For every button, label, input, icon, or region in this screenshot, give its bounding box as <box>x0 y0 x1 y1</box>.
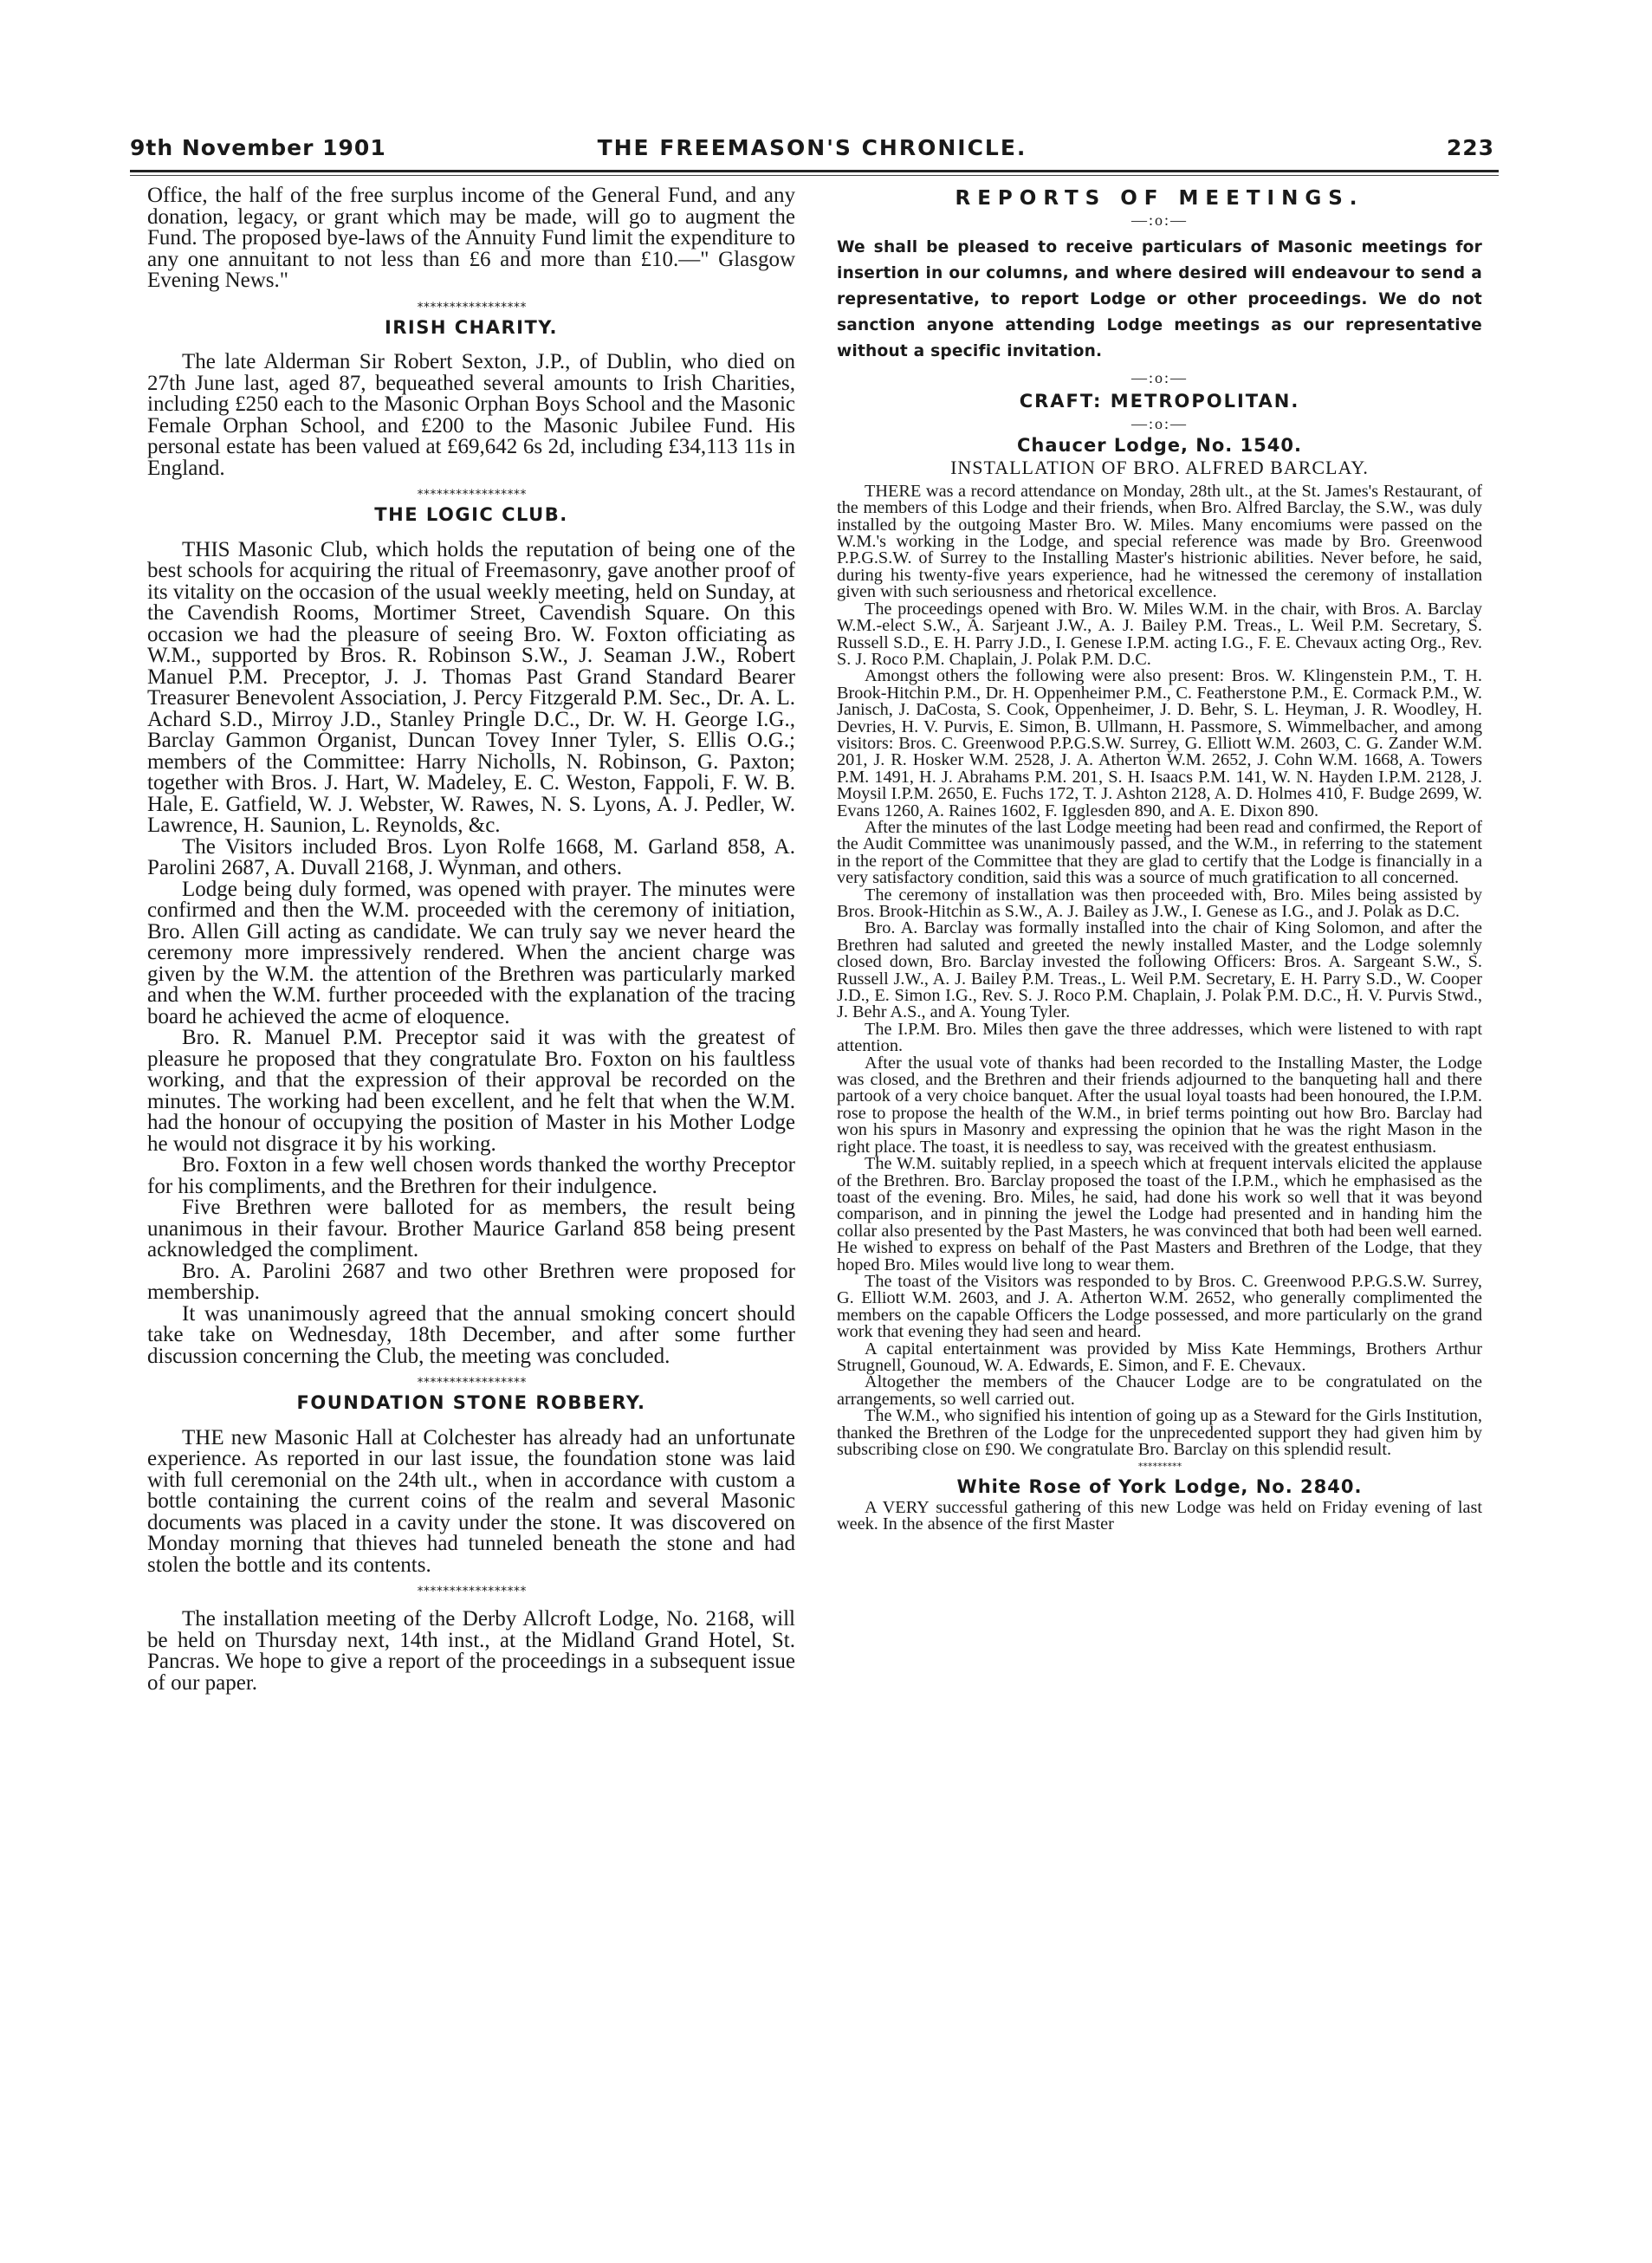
continued-paragraph: Office, the half of the free surplus income of the General Fund, and any donation, legacy, or grant which may be made, will go to augment the Fund. The proposed bye-laws of the Annuity Fund limit the expenditure to any one annuitant to not less than £6 and more than £10.—" Glasgow Evening News." <box>147 185 795 292</box>
chaucer-paragraph: The toast of the Visitors was responded to by Bros. C. Greenwood P.P.G.S.W. Surrey, G. Elliott W.M. 2603, and J. A. Atherton W.M. 2652, who generally complimented the members on the capable Officers the Lodge possessed, and more particularly on the grand work that evening they had seen and heard. <box>837 1271 1482 1342</box>
logic-club-paragraph: Five Brethren were balloted for as members, the result being unanimous in their favour. Brother Maurice Garland 858 being present acknowledged the compliment. <box>147 1196 795 1261</box>
header-rule-thin <box>130 175 1499 176</box>
chaucer-paragraph: The ceremony of installation was then proceeded with, Bro. Miles being assisted by Bros. Brook-Hitchin as S.W., A. J. Bailey as J.W., I. Genese as I.G., and J. Polak as D.C. <box>837 885 1482 921</box>
logic-club-paragraph: Bro. A. Parolini 2687 and two other Brethren were proposed for membership. <box>147 1259 795 1304</box>
section-separator: ***************** <box>416 300 527 314</box>
logic-club-paragraph: Lodge being duly formed, was opened with prayer. The minutes were confirmed and then the W.M. proceeded with the ceremony of initiation, Bro. Allen Gill acting as candidate. We can truly say we never heard the ceremony more impressively rendered. When the ancient charge was given by the W.M. the attention of the Brethren was particularly marked and when the W.M. further proceeded with the explanation of the tracing board he achieved the acme of eloquence. <box>147 877 795 1028</box>
logic-club-paragraph: Bro. R. Manuel P.M. Preceptor said it was with the greatest of pleasure he proposed that they congratulate Bro. Foxton on his faultless working, and that the expression of their approval be recorded on the minutes. The working had been excellent, and he felt that when the W.M. had the honour of occupying the position of Master in his Mother Lodge he would not disgrace it by his working. <box>147 1026 795 1156</box>
section-separator: ***************** <box>416 488 527 502</box>
divider-ornament: —:o:— <box>1130 414 1188 432</box>
lead-word: A VERY <box>865 1497 930 1517</box>
logic-club-paragraph: THIS Masonic Club, which holds the reputation of being one of the best schools for acquiring the ritual of Freemasonry, gave another proof of its vitality on the occasion of the usual weekly meeting, held on Sunday, at the Cavendish Rooms, Mortimer Street, Cavendish Square. On this occasion we had the pleasure of seeing Bro. W. Foxton officiating as W.M., supported by Bros. R. Robinson S.W., J. Seaman J.W., Robert Manuel P.M. Preceptor, J. J. Thomas Past Grand Standard Bearer Treasurer Benevolent Association, J. Percy Fitzgerald P.M. Sec., Dr. A. L. Achard S.D., Mirroy J.D., Stanley Pringle D.C., Dr. W. H. George I.G., Barclay Gammon Organist, Duncan Tovey Inner Tyler, S. Ellis O.G.; members of the Committee: Harry Nicholls, N. Robinson, G. Paxton; together with Bros. J. Hart, W. Madeley, E. C. Weston, Fappoli, F. W. B. Hale, E. Gatfield, W. J. Webster, W. Rawes, N. S. Lyons, A. J. Pedler, W. Lawrence, H. Saunion, L. Reynolds, &c. <box>147 537 795 837</box>
chaucer-paragraph: The I.P.M. Bro. Miles then gave the three addresses, which were listened to with rapt attention. <box>837 1019 1482 1056</box>
page-number: 223 <box>1446 135 1494 160</box>
chaucer-paragraph: The W.M. suitably replied, in a speech which at frequent intervals elicited the applause of the Brethren. Bro. Barclay proposed the toast of the I.P.M., which he emphasised as the toast of the evening. Bro. Miles, he said, had done his work so well that it was beyond comparison, and in pinning the jewel the Lodge had presented and in handing him the collar also presented by the Past Masters, he was convinced that both had been well earned. He wished to express on behalf of the Past Masters and Brethren of the Lodge, that they hoped Bro. Miles would live long to wear them. <box>837 1154 1482 1274</box>
paragraph-text: was a record attendance on Monday, 28th ult., at the St. James's Restaurant, of the members of this Lodge and their friends, when Bro. Alfred Barclay, the S.W., was duly installed by the outgoing Master Bro. W. Miles. Many encomiums were passed on the W.M.'s working in the Lodge, and special reference was made by Bro. Greenwood P.P.G.S.W. of Surrey to the Installing Master's histrionic abilities. Never before, he said, during his twenty-five years experience, had he witnessed the ceremony of installation given with such seriousness and rhetorical excellence. <box>837 481 1482 602</box>
foundation-stone-heading: FOUNDATION STONE ROBBERY. <box>296 1392 646 1413</box>
craft-metropolitan-heading: CRAFT: METROPOLITAN. <box>1019 391 1300 412</box>
section-separator: ***************** <box>416 1585 527 1598</box>
logic-club-paragraph: Bro. Foxton in a few well chosen words thanked the worthy Preceptor for his compliments, and the Brethren for their indulgence. <box>147 1153 795 1198</box>
left-column <box>147 185 795 2221</box>
paragraph-text: successful gathering of this new Lodge was held on Friday evening of last week. In the absence of the first Master <box>837 1497 1482 1534</box>
logic-club-heading: THE LOGIC CLUB. <box>374 504 568 525</box>
issue-date: 9th November 1901 <box>130 135 386 160</box>
section-separator: ********* <box>1137 1461 1182 1473</box>
chaucer-paragraph: Bro. A. Barclay was formally installed into the chair of King Solomon, and after the Brethren had saluted and greeted the newly installed Master, and the Lodge solemnly closed down, Bro. Barclay invested the following Officers: Bros. A. Sargeant S.W., S. Russell J.W., A. J. Bailey P.M. Treas., L. Weil P.M. Secretary, E. H. Parry S.D., W. Cooper J.D., E. Simon I.G., Rev. S. J. Roco P.M. Chaplain, J. Polak P.M. D.C., H. V. Purvis Stwd., J. Behr A.S., and A. Young Tyler. <box>837 918 1482 1022</box>
reports-of-meetings-heading: REPORTS OF MEETINGS. <box>955 187 1364 210</box>
header-rule <box>130 170 1499 172</box>
irish-charity-heading: IRISH CHARITY. <box>384 316 559 338</box>
reports-intro-notice: We shall be pleased to receive particulars of Masonic meetings for insertion in our columns, and where desired will endeavour to send a representative, to report Lodge or other proceedings. We do not sanction anyone attending Lodge meetings as our representative without a specific invitation. <box>837 237 1482 360</box>
divider-ornament: —:o:— <box>1130 211 1188 230</box>
logic-club-paragraph: The Visitors included Bros. Lyon Rolfe 1668, M. Garland 858, A. Parolini 2687, A. Duvall 2168, J. Wynman, and others. <box>147 834 795 879</box>
chaucer-paragraph: Altogether the members of the Chaucer Lodge are to be congratulated on the arrangements, so well carried out. <box>837 1372 1482 1409</box>
logic-club-paragraph: It was unanimously agreed that the annual smoking concert should take take on Wednesday, 18th December, and after some further discussion concerning the Club, the meeting was concluded. <box>147 1301 795 1368</box>
chaucer-paragraph: Amongst others the following were also present: Bros. W. Klingenstein P.M., T. H. Brook-Hitchin P.M., Dr. H. Oppenheimer P.M., C. Featherstone P.M., E. Cormack P.M., W. Janisch, J. DaCosta, S. Cook, Oppenheimer, J. D. Behr, S. L. Heyman, J. R. Woodley, H. Devries, H. V. Purvis, E. Simon, B. Ullmann, H. Passmore, S. Wimmelbacher, and among visitors: Bros. C. Greenwood P.P.G.S.W. Surrey, G. Elliott W.M. 2603, C. G. Zander W.M. 201, J. R. Hosker W.M. 2528, J. A. Atherton W.M. 2652, J. Cohn W.M. 1668, A. Towers P.M. 1491, H. J. Abrahams P.M. 201, S. H. Isaacs P.M. 141, W. N. Hayden I.P.M. 2128, J. Moysil I.P.M. 2650, E. Fuchs 172, T. J. Ashton 2128, A. D. Holmes 410, F. Budge 2699, W. Evans 1260, A. Raines 1602, F. Igglesden 890, and A. E. Dixon 890. <box>837 666 1482 820</box>
chaucer-paragraph: The proceedings opened with Bro. W. Miles W.M. in the chair, with Bros. A. Barclay W.M.-elect S.W., A. Sarjeant J.W., A. J. Bailey P.M. Treas., L. Weil P.M. Secretary, S. Russell S.D., E. H. Parry J.D., I. Genese I.P.M. acting I.G., F. E. Chevaux acting Org., Rev. S. J. Roco P.M. Chaplain, J. Polak P.M. D.C. <box>837 599 1482 669</box>
derby-allcroft-paragraph: The installation meeting of the Derby Allcroft Lodge, No. 2168, will be held on Thursday next, 14th inst., at the Midland Grand Hotel, St. Pancras. We hope to give a report of the proceedings in a subsequent issue of our paper. <box>147 1607 795 1695</box>
chaucer-installation-subheading: INSTALLATION OF BRO. ALFRED BARCLAY. <box>950 457 1369 479</box>
chaucer-paragraph: After the usual vote of thanks had been recorded to the Installing Master, the Lodge was closed, and the Brethren and their friends adjourned to the banqueting hall and there partook of a very choice banquet. After the usual loyal toasts had been honoured, the I.P.M. rose to propose the health of the W.M., in brief terms pointing out how Bro. Barclay had won his spurs in Masonry and expressing the opinion that he was the right Mason in the right place. The toast, it is needless to say, was received with the greatest enthusiasm. <box>837 1053 1482 1157</box>
chaucer-paragraph: A capital entertainment was provided by Miss Kate Hemmings, Brothers Arthur Strugnell, Gounoud, W. A. Edwards, E. Simon, and F. E. Chevaux. <box>837 1339 1482 1375</box>
divider-ornament: —:o:— <box>1130 368 1188 386</box>
chaucer-paragraph <box>837 483 1482 601</box>
white-rose-paragraph <box>837 1497 1482 1534</box>
irish-charity-paragraph: The late Alderman Sir Robert Sexton, J.P., of Dublin, who died on 27th June last, aged 87, bequeathed several amounts to Irish Charities, including £250 each to the Masonic Orphan Boys School and the Masonic Female Orphan School, and £200 to the Masonic Jubilee Fund. His personal estate has been valued at £69,642 6s 2d, including £34,113 11s in England. <box>147 350 795 480</box>
white-rose-lodge-heading: White Rose of York Lodge, No. 2840. <box>956 1476 1363 1498</box>
chaucer-paragraph: The W.M., who signified his intention of going up as a Steward for the Girls Institution, thanked the Brethren of the Lodge for the unprecedented support they had given him by subscribing close on £90. We congratulate Bro. Barclay on this splendid result. <box>837 1406 1482 1459</box>
chaucer-lodge-heading: Chaucer Lodge, No. 1540. <box>1017 435 1302 457</box>
section-separator: ***************** <box>416 1376 527 1390</box>
foundation-stone-paragraph: THE new Masonic Hall at Colchester has already had an unfortunate experience. As reported in our last issue, the foundation stone was laid with full ceremonial on the 24th ult., when in accordance with custom a bottle containing the current coins of the realm and several Masonic documents was placed in a cavity under the stone. It was discovered on Monday morning that thieves had tunneled beneath the stone and had stolen the bottle and its contents. <box>147 1425 795 1577</box>
chaucer-paragraph: After the minutes of the last Lodge meeting had been read and confirmed, the Report of the Audit Committee was unanimously passed, and the W.M., in referring to the statement in the report of the Committee that they are glad to certify that the Lodge is financially in a very satisfactory condition, said this was a source of much gratification to all concerned. <box>837 817 1482 888</box>
lead-word: THERE <box>865 481 922 501</box>
page-header <box>130 130 1494 165</box>
right-column <box>837 185 1482 2239</box>
publication-title: THE FREEMASON'S CHRONICLE. <box>597 135 1027 160</box>
